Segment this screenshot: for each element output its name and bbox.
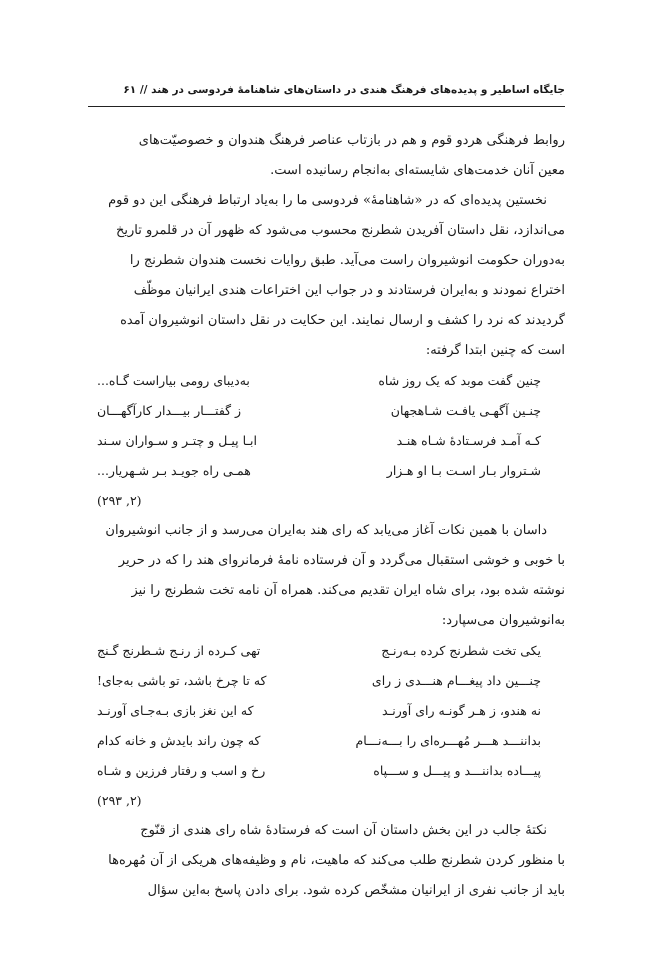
verse-couplet [97,666,541,696]
text-line: روابط فرهنگی هردو قوم و هم در بازتاب عناصر فرهنگ هندوان و خصوصیّت‌های [138,133,565,148]
paragraph-3 [90,516,565,636]
verse-hemistich-first: پیـــاده بداننـــد و پیـــل و ســـپاه [373,763,541,778]
text-line: گردیدند که نرد را کشف و ارسال نمایند. این حکایت در نقل داستان انوشیروان آمده [120,313,565,328]
verse-hemistich-first: کـه آمـد فرسـتادهٔ شـاه هنـد [396,433,541,448]
verse-hemistich-second: که چون راند بایدش و خانه کدام [97,733,261,748]
text-line: نکتهٔ جالب در این بخش داستان آن است که فرستادهٔ شاه رای هندی از قنّوج [140,823,547,838]
verse-citation: (۲۹۳ ,۲) [97,793,142,808]
verse-couplet [97,426,541,456]
verse-citation: (۲۹۳ ,۲) [97,493,142,508]
verse-hemistich-second: به‌دیبای رومی بیاراست گـاه... [97,373,250,388]
verse-couplet [97,756,541,786]
verse-couplet [97,726,541,756]
paragraph-4 [90,816,565,906]
running-head: جایگاه اساطیر و پدیده‌های فرهنگ هندی در داستان‌های شاهنامهٔ فردوسی در هند // ۶۱ [123,84,565,96]
text-line: با منظور کردن شطرنج طلب می‌کند که ماهیت، نام و وظیفه‌های هریکی از آن مُهره‌ها [108,853,565,868]
text-line: با خوبی و خوشی استقبال می‌گردد و آن فرستاده نامهٔ فرمانروای هند را که در حریر [118,553,565,568]
header-rule [88,106,565,107]
verse-hemistich-first: نه هندو، ز هـر گونـه رای آورنـد [382,703,541,718]
text-line: به‌دوران حکومت انوشیروان راست می‌آید. طبق روایات نخست هندوان شطرنج را [129,253,565,268]
text-line: به‌انوشیروان می‌سپارد: [441,613,565,628]
page-body [90,126,565,906]
text-line: می‌اندازد، نقل داستان آفریدن شطرنج محسوب می‌شود که ظهور آن در قلمرو تاریخ [116,223,565,238]
text-line: اختراع نمودند و به‌ایران فرستادند و در جواب این اختراعات هندی ایرانیان موظّف [133,283,565,298]
verse-hemistich-second: ابـا پیـل و چتـر و سـواران سـند [97,433,257,448]
verse-hemistich-first: چنـین آگهـی یافـت شـاهجهان [390,403,541,418]
verse-hemistich-second: تهی کـرده از رنـج شـطرنج گـنج [97,643,261,658]
verse-couplet [97,636,541,666]
text-line: داسان با همین نکات آغاز می‌یابد که رای هند به‌ایران می‌رسد و از جانب انوشیروان [105,523,547,538]
verse-hemistich-second: همـی راه جویـد بـر شـهریار... [97,463,251,478]
verse-hemistich-second: که این نغز بازی بـه‌جـای آورنـد [97,703,254,718]
verse-hemistich-first: چنـــین داد پیغـــام هنـــدی ز رای [371,673,541,688]
verse-couplet [97,366,541,396]
text-line: معین آنان خدمت‌های شایسته‌ای به‌انجام رسانیده است. [270,163,565,178]
verse-hemistich-first: شـتروار بـار اسـت بـا او هـزار [386,463,541,478]
verse-couplet [97,696,541,726]
verse-hemistich-first: یکی تخت شطرنج کرده بـه‌رنـج [381,643,541,658]
paragraph-2 [90,186,565,366]
verse-hemistich-second: ز گفتـــار بیـــدار کارآگهـــان [97,403,242,418]
text-line: باید از جانب نفری از ایرانیان مشخّص کرده شود. برای دادن پاسخ به‌این سؤال [147,883,565,898]
text-line: نوشته شده بود، برای شاه ایران تقدیم می‌کند. همراه آن نامه تخت شطرنج را نیز [131,583,565,598]
verse-couplet [97,456,541,486]
verse-hemistich-second: که تا چرخ باشد، تو باشی به‌جای! [97,673,267,688]
verse-hemistich-second: رخ و اسب و رفتار فرزین و شـاه [97,763,266,778]
paragraph-1 [90,126,565,186]
verse-couplet [97,396,541,426]
verse-block-2 [97,636,541,816]
verse-hemistich-first: بداننـــد هـــر مُهـــره‌ای را بـــه‌نـــام [355,733,541,748]
verse-block-1 [97,366,541,516]
verse-hemistich-first: چنین گفت موبد که یک روز شاه [378,373,541,388]
text-line: است که چنین ابتدا گرفته: [425,343,565,358]
text-line: نخستین پدیده‌ای که در «شاهنامهٔ» فردوسی ما را به‌یاد ارتباط فرهنگی این دو قوم [108,193,547,208]
